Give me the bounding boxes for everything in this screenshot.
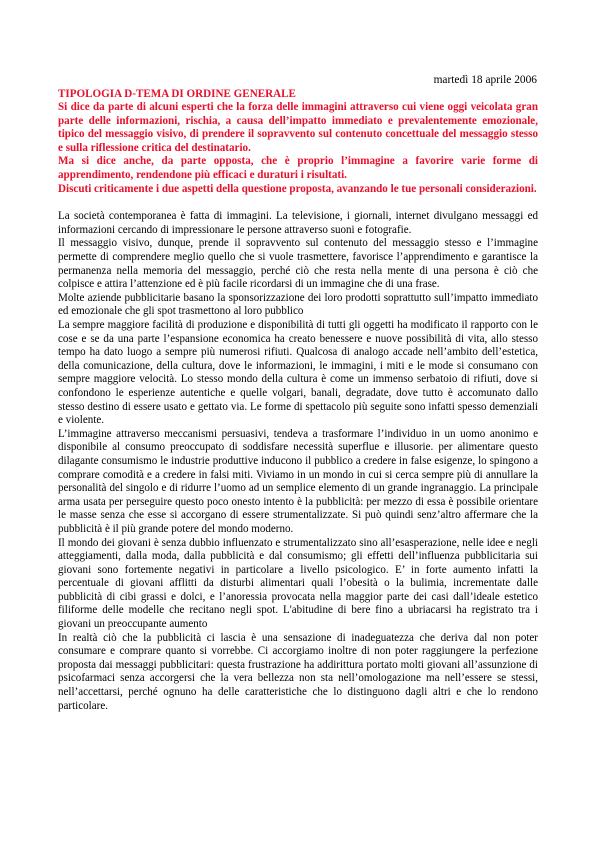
- prompt-paragraph: Ma si dice anche, da parte opposta, che è proprio l’immagine a favorire varie forme di apprendimento, rendendone più efficaci e duraturi i risultati.: [58, 155, 538, 182]
- document-date: martedì 18 aprile 2006: [433, 74, 537, 86]
- essay-prompt: [58, 88, 538, 197]
- essay-paragraph: L’immagine attraverso meccanismi persuasivi, tendeva a trasformare l’individuo in un uomo anonimo e disponibile al consumo preoccupato di soddisfare necessità superflue e illusorie. per alimentare questo dilagante consumismo le industrie produttive inducono il pubblico a credere in false esigenze, lo spingono a comprare comodità e a credere in falsi miti. Viviamo in un mondo in cui si cerca sempre più di annullare la personalità del singolo e di ridurre l’uomo ad un semplice elemento di un grande ingranaggio. La principale arma usata per perseguire questo poco onesto intento è la pubblicità: per mezzo di essa è possibile orientare le masse senza che esse si accorgano di essere strumentalizzate. Si può quindi senz’altro affermare che la pubblicità è il più grande potere del mondo moderno.: [58, 427, 538, 535]
- prompt-title: TIPOLOGIA D-TEMA DI ORDINE GENERALE: [58, 87, 296, 100]
- essay-body: [58, 210, 538, 713]
- essay-paragraph: La società contemporanea è fatta di immagini. La televisione, i giornali, internet divulgano messaggi ed informazioni cercando di impressionare le persone attraverso suoni e fotografie.: [58, 210, 538, 236]
- essay-paragraph: Il mondo dei giovani è senza dubbio influenzato e strumentalizzato sino all’esasperazione, nelle idee e negli atteggiamenti, dalla moda, dalla pubblicità e dal consumismo; gli effetti dell’influenza pubblicitaria sui giovani sono fortemente negativi in particolare a livello psicologico. E’ in forte aumento infatti la percentuale di giovani afflitti da disturbi alimentari quali l’obesità o la bulimia, incrementate dalle pubblicità di cibi grassi e dolci, e l’anoressia provocata nella maggior parte dei casi dall’ideale estetico filiforme delle modelle che recitano negli spot. L'abitudine di bere fino a ubriacarsi ha registrato tra i giovani un preoccupante aumento: [58, 536, 538, 631]
- essay-paragraph: La sempre maggiore facilità di produzione e disponibilità di tutti gli oggetti ha modificato il rapporto con le cose e se da una parte l’espansione economica ha creato benessere e nuove possibilità di vita, allo stesso tempo ha dato luogo a sempre più numerosi rifiuti. Qualcosa di analogo accade nell’ambito dell’estetica, della comunicazione, della cultura, dove le informazioni, le immagini, i miti e le mode si consumano con sempre maggiore velocità. Lo stesso mondo della cultura è come un immenso serbatoio di rifiuti, dove si confondono le esperienze autentiche e quelle volgari, banali, degradate, dove tutto è accomunato dallo stesso destino di essere usato e gettato via. Le forme di spettacolo più seguite sono infatti spesso demenziali e violente.: [58, 319, 538, 427]
- essay-paragraph: Molte aziende pubblicitarie basano la sponsorizzazione dei loro prodotti soprattutto sull’impatto immediato ed emozionale che gli spot trasmettono al loro pubblico: [58, 291, 538, 318]
- essay-paragraph: Il messaggio visivo, dunque, prende il sopravvento sul contenuto del messaggio stesso e l’immagine permette di comprendere meglio quello che si vuole trasmettere, favorisce l’apprendimento e garantisce la permanenza nella memoria del messaggio, perché ciò che resta nella mente di una persona è ciò che colpisce e attira l’attenzione ed è più facile ricordarsi di un immagine che di una frase.: [58, 237, 538, 291]
- essay-paragraph: In realtà ciò che la pubblicità ci lascia è una sensazione di inadeguatezza che deriva dal non poter consumare e comprare quanto si vorrebbe. Ci accorgiamo inoltre di non poter raggiungere la perfezione proposta dai messaggi pubblicitari: questa frustrazione ha addirittura portato molti giovani all’assunzione di psicofarmaci senza accorgersi che la vera bellezza non sta nell’omologazione ma nell’essere se stessi, nell’accettarsi, perché ognuno ha delle caratteristiche che lo distinguono dagli altri e che lo rendono particolare.: [58, 631, 538, 712]
- prompt-paragraph: Si dice da parte di alcuni esperti che la forza delle immagini attraverso cui viene oggi veicolata gran parte delle informazioni, rischia, a causa dell’impatto immediato e prevalentemente emozionale, tipico del messaggio visivo, di prendere il sopravvento sul contenuto concettuale del messaggio stesso e sulla riflessione critica del destinatario.: [58, 101, 538, 154]
- prompt-paragraph: Discuti criticamente i due aspetti della questione proposta, avanzando le tue personali considerazioni.: [58, 182, 537, 195]
